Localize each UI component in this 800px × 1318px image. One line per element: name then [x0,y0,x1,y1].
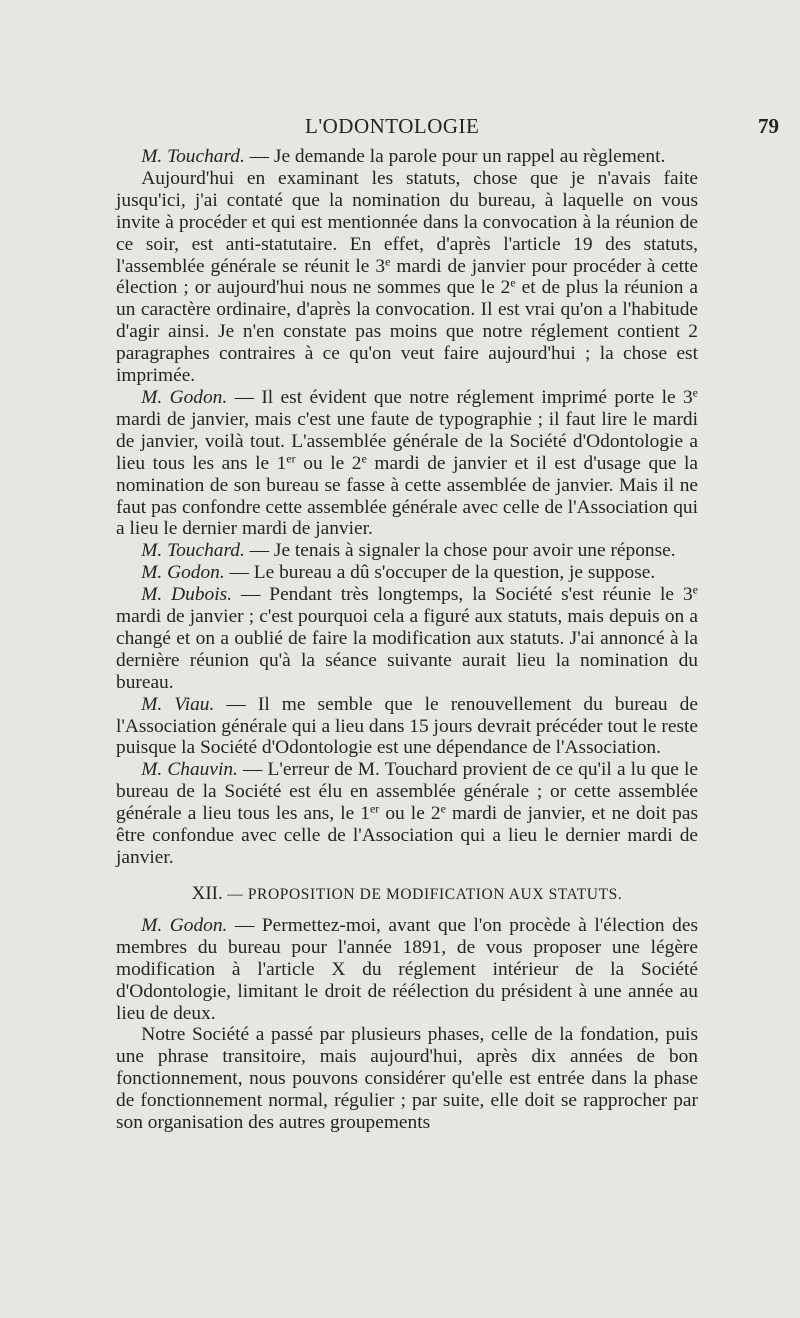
page-number: 79 [758,114,779,138]
paragraph [116,694,698,760]
paragraph-text: — Il me semble que le renouvellement du bureau de l'Association générale qui a lieu dans 15 jours devrait précéder tout le reste puisque la Société d'Odontologie est une dépendance de l'Association. [116,693,698,759]
speaker-name: M. Chauvin. [141,759,238,781]
paragraph-text: — Le bureau a dû s'occuper de la question, je suppose. [224,562,656,584]
paragraph [116,540,698,562]
body-text [116,146,698,1134]
paragraph [116,584,698,694]
page-header [0,110,800,140]
paragraph [116,168,698,387]
section-heading [116,883,698,906]
paragraph-text: — Je tenais à signaler la chose pour avoir une réponse. [244,540,676,562]
paragraph-text: — Il est évident que notre réglement imprimé porte le 3e mardi de janvier, mais c'est une faute de typographie ; il faut lire le mardi de janvier, voilà tout. L'assemblée générale de la Société d'Odontologie a lieu tous les ans le 1er ou le 2e mardi de janvier et il est d'usage que la nomination de son bureau se fasse à cette assemblée de janvier. Mais il ne faut pas confondre cette assemblée générale avec celle de l'Association qui a lieu le dernier mardi de janvier. [116,385,699,540]
paragraph [116,387,698,540]
speaker-name: M. Touchard. [141,540,245,562]
speaker-name: M. Viau. [141,693,215,715]
paragraph-text: Aujourd'hui en examinant les statuts, chose que je n'avais faite jusqu'ici, j'ai contaté que la nomination du bureau, à laquelle on vous invite à procéder et qui est mentionnée dans la convocation à la réunion de ce soir, est anti-statutaire. En effet, d'après l'article 19 des statuts, l'assemblée générale se réunit le 3e mardi de janvier pour procéder à cette élection ; or aujourd'hui nous ne sommes que le 2e et de plus la réunion a un caractère ordinaire, d'après la convocation. Il est vrai qu'on a l'habitude d'agir ainsi. Je n'en constate pas moins que notre réglement contient 2 paragraphes contraires à ce qu'on veut faire aujourd'hui ; la chose est imprimée. [116,167,698,387]
paragraph [116,1024,698,1134]
paragraph [116,759,698,869]
paragraph-text: — Je demande la parole pour un rappel au règlement. [244,146,666,167]
section-number: XII. [191,882,223,904]
speaker-name: M. Godon. [141,562,225,584]
paragraph-text: Notre Société a passé par plusieurs phases, celle de la fondation, puis une phrase transitoire, mais aujourd'hui, après dix années de bon fonctionnement, nous pouvons considérer qu'elle est entrée dans la phase de fonctionnement normal, régulier ; par suite, elle doit se rapprocher par son organisation des autres groupements [116,1024,698,1134]
paragraph-text: — Pendant très longtemps, la Société s'est réunie le 3e mardi de janvier ; c'est pourquoi cela a figuré aux statuts, mais depuis on a changé et on a oublié de faire la modification aux statuts. J'ai annoncé à la dernière réunion qu'à la séance suivante aurait lieu la nomination du bureau. [116,582,698,693]
section-title: — PROPOSITION DE MODIFICATION AUX STATUTS. [222,885,623,903]
speaker-name: M. Godon. [141,386,228,408]
speaker-name: M. Dubois. [141,584,233,606]
paragraphs-after-section [116,915,698,1134]
speaker-name: M. Touchard. [141,146,245,167]
speaker-name: M. Godon. [141,914,228,936]
paragraph [116,915,698,1025]
paragraph-text: — Permettez-moi, avant que l'on procède à l'élection des membres du bureau pour l'année 1891, de vous proposer une légère modification à l'article X du réglement intérieur de la Société d'Odontologie, limitant le droit de réélection du président à une année au lieu de deux. [116,914,698,1024]
paragraph-text: — L'erreur de M. Touchard provient de ce qu'il a lu que le bureau de la Société est élu en assemblée générale ; or cette assemblée générale a lieu tous les ans, le 1er ou le 2e mardi de janvier, et ne doit pas être confondue avec celle de l'Association qui a lieu le dernier mardi de janvier. [116,759,699,868]
running-title: L'ODONTOLOGIE [305,114,480,138]
paragraph [116,146,698,168]
paragraphs-before-section [116,146,698,869]
paragraph [116,562,698,584]
